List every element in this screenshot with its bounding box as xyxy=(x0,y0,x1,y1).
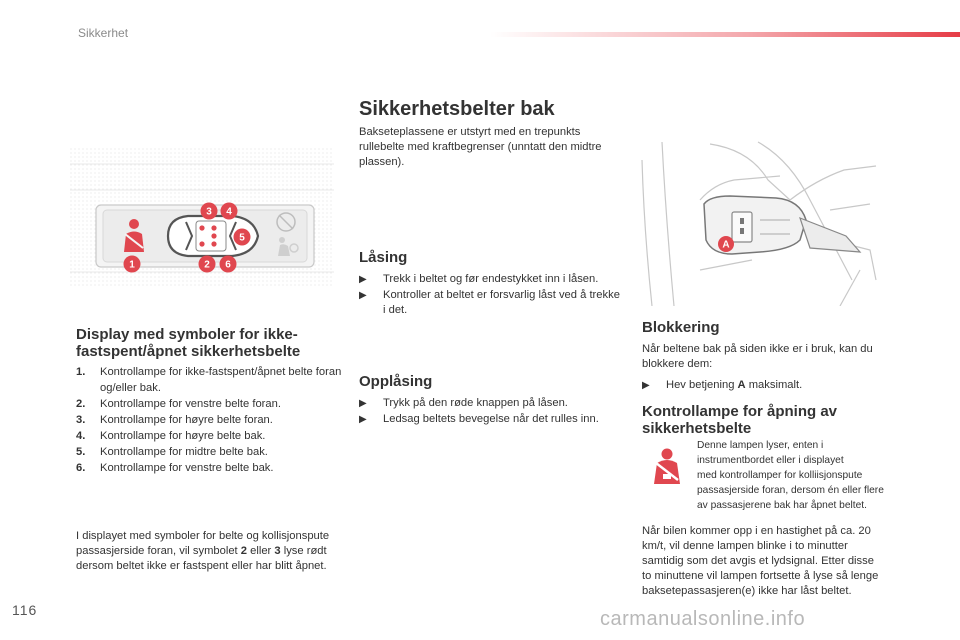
rear-belt-control-illustration xyxy=(640,140,880,306)
arrow-bullet-icon: ▶ xyxy=(642,380,650,391)
list-item: ▶ Hev betjening A maksimalt. xyxy=(642,378,902,394)
callout-a xyxy=(718,236,734,252)
locking-steps xyxy=(359,272,623,319)
rear-belts-intro: Bakseteplassene er utstyrt med en trepunkts rullebelte med kraftbegrenser (unntatt den midtre plassen). xyxy=(359,126,602,168)
arrow-bullet-icon: ▶ xyxy=(359,274,367,285)
svg-text:3: 3 xyxy=(206,206,212,218)
list-item: ▶ Kontroller at beltet er forsvarlig låst ved å trekke i det. xyxy=(359,288,620,316)
list-item: 2. Kontrollampe for venstre belte foran. xyxy=(76,398,281,410)
arrow-bullet-icon: ▶ xyxy=(359,413,367,425)
page-number: 116 xyxy=(12,602,38,618)
callout-3 xyxy=(201,203,218,220)
callout-2 xyxy=(199,256,216,273)
unlocking-steps xyxy=(359,396,629,427)
list-item: 1. Kontrollampe for ikke-fastspent/åpnet belte foran og/eller bak. xyxy=(76,366,342,394)
display-legend-list xyxy=(76,364,342,476)
display-section-heading: Display med symboler for ikke-fastspent/åpnet sikkerhetsbelte xyxy=(76,326,301,360)
warning-lamp-description: Denne lampen lyser, enten i instrumentbordet eller i displayet med kontrollamper for kolliisjonspute passasjerside foran, dersom én eller flere av passasjerene bak har åpnet beltet. xyxy=(697,440,884,511)
list-item: ▶ Trekk i beltet og før endestykket inn i låsen. xyxy=(359,272,623,288)
list-item: 6. Kontrollampe for venstre belte bak. xyxy=(76,462,274,474)
list-item: ▶ Ledsag beltets bevegelse når det rulles inn. xyxy=(359,412,629,428)
svg-text:6: 6 xyxy=(225,259,231,271)
callout-5 xyxy=(234,229,251,246)
list-item: 4. Kontrollampe for høyre belte bak. xyxy=(76,430,266,442)
callout-1 xyxy=(124,256,141,273)
locking-heading: Låsing xyxy=(359,249,408,266)
header-accent-bar xyxy=(490,32,960,37)
blocking-text: Når beltene bak på siden ikke er i bruk, kan du blokkere dem: xyxy=(642,343,873,370)
blocking-steps xyxy=(642,378,902,394)
svg-text:5: 5 xyxy=(239,232,245,244)
running-header: Sikkerhet xyxy=(78,26,129,40)
svg-text:1: 1 xyxy=(129,259,135,271)
warning-lamp-heading: Kontrollampe for åpning av sikkerhetsbelte xyxy=(642,403,838,437)
unlocking-heading: Opplåsing xyxy=(359,373,433,390)
warning-lamp-speed-text: Når bilen kommer opp i en hastighet på ca. 20 km/t, vil denne lampen blinke i to minutter samtidig som det avgis et lydsignal. Etter disse to minuttene vil lampen fortsette å lyse så lenge baksetepassasjeren(e) ikke har låst beltet. xyxy=(642,525,879,597)
display-note: I displayet med symboler for belte og kollisjonspute passasjerside foran, vil symbolet 2 eller 3 lyse rødt dersom beltet ikke er fastspent eller har blitt åpnet. xyxy=(76,530,330,572)
svg-text:4: 4 xyxy=(226,206,232,218)
list-item: ▶ Trykk på den røde knappen på låsen. xyxy=(359,396,629,412)
list-item: 3. Kontrollampe for høyre belte foran. xyxy=(76,414,273,426)
blocking-heading: Blokkering xyxy=(642,319,720,336)
arrow-bullet-icon: ▶ xyxy=(359,289,367,301)
callout-4 xyxy=(221,203,238,220)
seatbelt-display-illustration xyxy=(70,148,334,288)
svg-text:2: 2 xyxy=(204,259,210,271)
watermark: carmanualsonline.info xyxy=(600,608,806,630)
list-item: 5. Kontrollampe for midtre belte bak. xyxy=(76,446,268,458)
seatbelt-warning-icon xyxy=(651,448,683,486)
svg-text:A: A xyxy=(722,239,730,251)
callout-6 xyxy=(220,256,237,273)
page-title: Sikkerhetsbelter bak xyxy=(359,98,555,120)
arrow-bullet-icon: ▶ xyxy=(359,398,367,409)
